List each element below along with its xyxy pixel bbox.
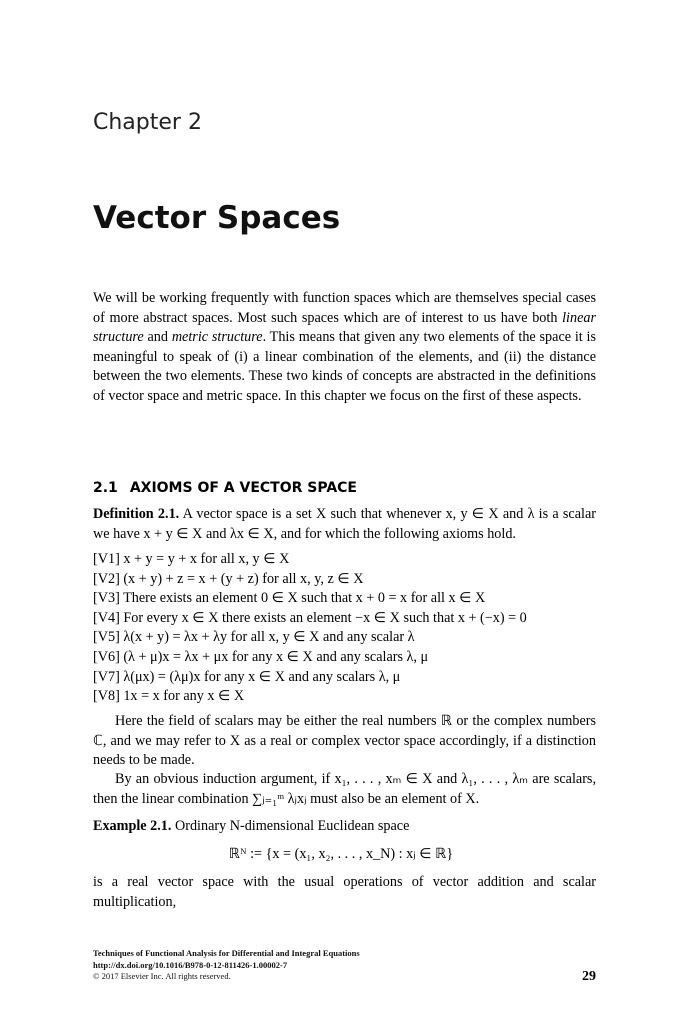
axiom-v4: [V4] For every x ∈ X there exists an element −x ∈ X such that x + (−x) = 0 xyxy=(93,609,527,626)
intro-text-part1: We will be working frequently with function spaces which are themselves special cases of more abstract spaces. Most such spaces which are of interest to us have both xyxy=(93,290,596,326)
footer-doi[interactable]: http://dx.doi.org/10.1016/B978-0-12-811426-1.00002-7 xyxy=(93,959,288,970)
scalars-paragraph: Here the field of scalars may be either the real numbers ℝ or the complex numbers ℂ, and we may refer to X as a real or complex vector space accordingly, if a distinction needs to be made. xyxy=(93,713,596,769)
axiom-v8: [V8] 1x = x for any x ∈ X xyxy=(93,688,245,705)
linear-structure-term: linear structure xyxy=(93,309,596,346)
axiom-v3: [V3] There exists an element 0 ∈ X such that x + 0 = x for all x ∈ X xyxy=(93,590,486,607)
induction-paragraph: By an obvious induction argument, if x₁, . . . , xₘ ∈ X and λ₁, . . . , λₘ are scalars, then the linear combination ∑ⱼ₌₁ᵐ λⱼxⱼ must also be an element of X. xyxy=(93,771,596,807)
example-text: Ordinary N-dimensional Euclidean space xyxy=(171,818,410,834)
axiom-v2: [V2] (x + y) + z = x + (y + z) for all x, y, z ∈ X xyxy=(93,570,364,587)
definition-label: Definition 2.1. xyxy=(93,506,180,522)
footer xyxy=(93,948,596,983)
chapter-label: Chapter 2 xyxy=(93,110,202,135)
page-number: 29 xyxy=(582,969,596,984)
axiom-list xyxy=(93,550,596,707)
intro-text-and: and xyxy=(143,329,172,346)
footer-book-title: Techniques of Functional Analysis for Differential and Integral Equations xyxy=(93,948,360,958)
example-label: Example 2.1. xyxy=(93,818,172,834)
intro-paragraph xyxy=(93,289,596,407)
definition-paragraph xyxy=(93,505,596,544)
chapter-title: Vector Spaces xyxy=(93,200,341,236)
definition-text: A vector space is a set X such that whenever x, y ∈ X and λ is a scalar we have x + y ∈ X and λx ∈ X, and for which the following axioms hold. xyxy=(93,506,596,542)
axiom-v7: [V7] λ(μx) = (λμ)x for any x ∈ X and any scalars λ, μ xyxy=(93,668,401,685)
example-paragraph xyxy=(93,817,596,837)
section-title: AXIOMS OF A VECTOR SPACE xyxy=(129,480,357,496)
axiom-v6: [V6] (λ + μ)x = λx + μx for any x ∈ X and any scalars λ, μ xyxy=(93,648,429,665)
example-continuation: is a real vector space with the usual operations of vector addition and scalar multiplication, xyxy=(93,874,596,910)
footer-copyright: © 2017 Elsevier Inc. All rights reserved. xyxy=(93,971,231,981)
axiom-v5: [V5] λ(x + y) = λx + λy for all x, y ∈ X and any scalar λ xyxy=(93,629,415,646)
axiom-v1: [V1] x + y = y + x for all x, y ∈ X xyxy=(93,551,290,567)
section-number: 2.1 xyxy=(93,480,118,496)
section-heading xyxy=(93,480,357,496)
metric-structure-term: metric structure xyxy=(171,329,263,346)
euclidean-space-formula: ℝᴺ := {x = (x₁, x₂, . . . , x_N) : xⱼ ∈ ℝ} xyxy=(228,846,454,862)
intro-text-part2: . This means that given any two elements of the space it is meaningful to speak of (i) a linear combination of the elements, and (ii) the distance between the two elements. These two kinds of concepts are abstracted in the definitions of vector space and metric space. In this chapter we focus on the first of these aspects. xyxy=(93,329,597,404)
